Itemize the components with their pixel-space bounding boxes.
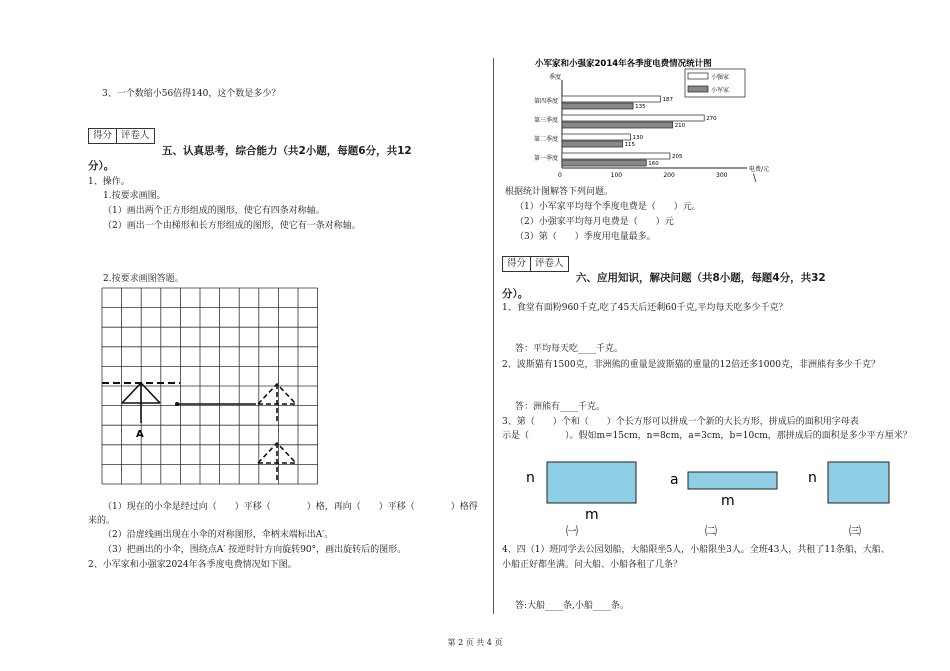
chart-question-3: （3）第（ ）季度用电量最多。 xyxy=(515,232,656,242)
op-2: 2.按要求画图答题。 xyxy=(103,274,184,284)
op-title: 1、操作。 xyxy=(88,177,130,187)
chart-question: 根据统计图解答下列问题。 xyxy=(505,187,614,197)
caption-2: ㈡ xyxy=(705,524,718,538)
rect1-m-label: m xyxy=(585,507,599,523)
chart-data-label: 160 xyxy=(648,161,659,167)
chart-data-label: 115 xyxy=(624,142,636,148)
chart-data-label: 130 xyxy=(632,135,643,141)
question-2: 2、小军家和小强家2024年各季度电费情况如下图。 xyxy=(88,560,297,570)
chart-x-label: 电费/元 xyxy=(749,166,770,173)
chart-bar xyxy=(562,122,673,128)
grader-label: 评卷人 xyxy=(535,258,564,269)
chart-data-label: 205 xyxy=(671,154,683,160)
chart-data-label: 210 xyxy=(674,123,686,129)
rect2-a-label: a xyxy=(670,472,679,488)
score-label: 得分 xyxy=(503,257,531,271)
op-1b: （2）画出一个由梯形和长方形组成的图形，使它有一条对称轴。 xyxy=(103,221,361,231)
chart-bar xyxy=(562,160,646,166)
section5-title-cont: 分）。 xyxy=(88,160,115,172)
chart-tick-label: 300 xyxy=(716,172,728,179)
op-2b: （2）沿虚线画出现在小伞的对称图形，伞柄末端标出A′。 xyxy=(103,530,334,540)
chart-category-label: 第四季度 xyxy=(534,98,559,105)
rectangle-2 xyxy=(688,472,777,489)
chart-tick-label: 200 xyxy=(663,172,675,179)
problem-1: 1、食堂有面粉960千克,吃了45天后还剩60千克,平均每天吃多少千克？ xyxy=(502,303,788,313)
caption-1: ㈠ xyxy=(566,524,579,538)
umbrella-shape xyxy=(122,383,160,423)
chart-bar xyxy=(562,115,704,121)
op-1: 1.按要求画图。 xyxy=(103,191,166,201)
legend-swatch xyxy=(688,73,708,79)
legend-label: 小军家 xyxy=(711,87,730,94)
umbrella-grid xyxy=(100,286,320,496)
electricity-bar-chart xyxy=(505,55,775,185)
chart-category-label: 第二季度 xyxy=(534,136,559,143)
problem-4-cont: 小船正好都坐满。问大船、小船各租了几条？ xyxy=(502,560,683,570)
chart-bar xyxy=(562,141,623,147)
problem-3: 3、第（ ）个和（ ）个长方形可以拼成一个新的大长方形，拼成后的面积用字母表 xyxy=(502,417,859,427)
problem-2-answer: 答：洲熊有____千克。 xyxy=(515,402,606,412)
op-2c: （3）把画出的小伞，围绕点A′ 按逆时针方向旋转90°，画出旋转后的图形。 xyxy=(103,545,407,555)
rectangle-3 xyxy=(828,462,889,503)
chart-bar xyxy=(562,153,670,159)
chart-y-label: 季度 xyxy=(549,74,562,81)
grader-label: 评卷人 xyxy=(121,130,150,141)
column-divider xyxy=(493,58,494,614)
rect3-n-label: n xyxy=(808,470,817,486)
rectangle-1 xyxy=(547,462,636,503)
legend-swatch xyxy=(688,86,708,92)
score-label: 得分 xyxy=(89,129,117,143)
chart-data-label: 135 xyxy=(635,104,646,110)
section5-title: 五、认真思考，综合能力（共2小题，每题6分，共12 xyxy=(162,145,412,157)
section6-title-cont: 分）。 xyxy=(502,288,529,300)
chart-category-label: 第三季度 xyxy=(534,117,559,124)
legend-label: 小强家 xyxy=(711,74,730,81)
score-box-left xyxy=(88,128,155,144)
score-box-right xyxy=(502,256,569,272)
dashed-umbrella-top xyxy=(258,384,296,424)
chart-data-label: 270 xyxy=(706,116,717,122)
question-3: 3、一个数缩小56倍得140，这个数是多少？ xyxy=(102,89,281,99)
chart-question-1: （1）小军家平均每个季度电费是（ ）元。 xyxy=(515,202,701,212)
dashed-umbrella-bottom xyxy=(258,443,296,482)
chart-category-label: 第一季度 xyxy=(534,155,559,162)
rect1-n-label: n xyxy=(526,470,535,486)
chart-title: 小军家和小强家2014年各季度电费情况统计图 xyxy=(535,59,712,69)
chart-tick-label: 100 xyxy=(610,172,623,179)
rect2-m-label: m xyxy=(721,493,735,509)
stray-mark: \ xyxy=(753,173,757,184)
point-a-label: A xyxy=(136,429,144,440)
translation-dot xyxy=(175,402,179,406)
caption-3: ㈢ xyxy=(849,524,862,538)
chart-bar xyxy=(562,103,633,109)
chart-tick-label: 0 xyxy=(558,172,562,179)
rectangles-figure xyxy=(515,455,905,540)
op-1a: （1）画出两个正方形组成的图形，使它有四条对称轴。 xyxy=(103,206,325,216)
op-2a-cont: 来的。 xyxy=(88,516,116,526)
problem-3-cont: 示是（ ）。假如m=15cm，n=8cm，a=3cm，b=10cm，那拼成后的面积是多少平方厘米？ xyxy=(502,431,912,441)
op-2a: （1）现在的小伞是经过向（ ）平移（ ）格，再向（ ）平移（ ）格得 xyxy=(103,502,478,512)
problem-1-answer: 答：平均每天吃____千克。 xyxy=(515,344,624,354)
chart-data-label: 187 xyxy=(662,97,673,103)
chart-bar xyxy=(562,134,630,140)
problem-4-answer: 答:大船____条,小船____条。 xyxy=(515,601,629,611)
section6-title: 六、应用知识，解决问题（共8小题，每题4分，共32 xyxy=(576,272,826,284)
page-footer: 第 2 页 共 4 页 xyxy=(447,638,503,647)
problem-4: 4、四（1）班同学去公园划船，大船限坐5人，小船限坐3人。全班43人，共租了11条船，大船、 xyxy=(502,545,890,555)
chart-bar xyxy=(562,96,660,102)
chart-question-2: （2）小强家平均每月电费是（ ）元 xyxy=(515,217,674,227)
problem-2: 2、波斯猫有1500克，非洲熊的重量是波斯猫的重量的12倍还多1000克，非洲熊有多少千克？ xyxy=(502,360,880,370)
